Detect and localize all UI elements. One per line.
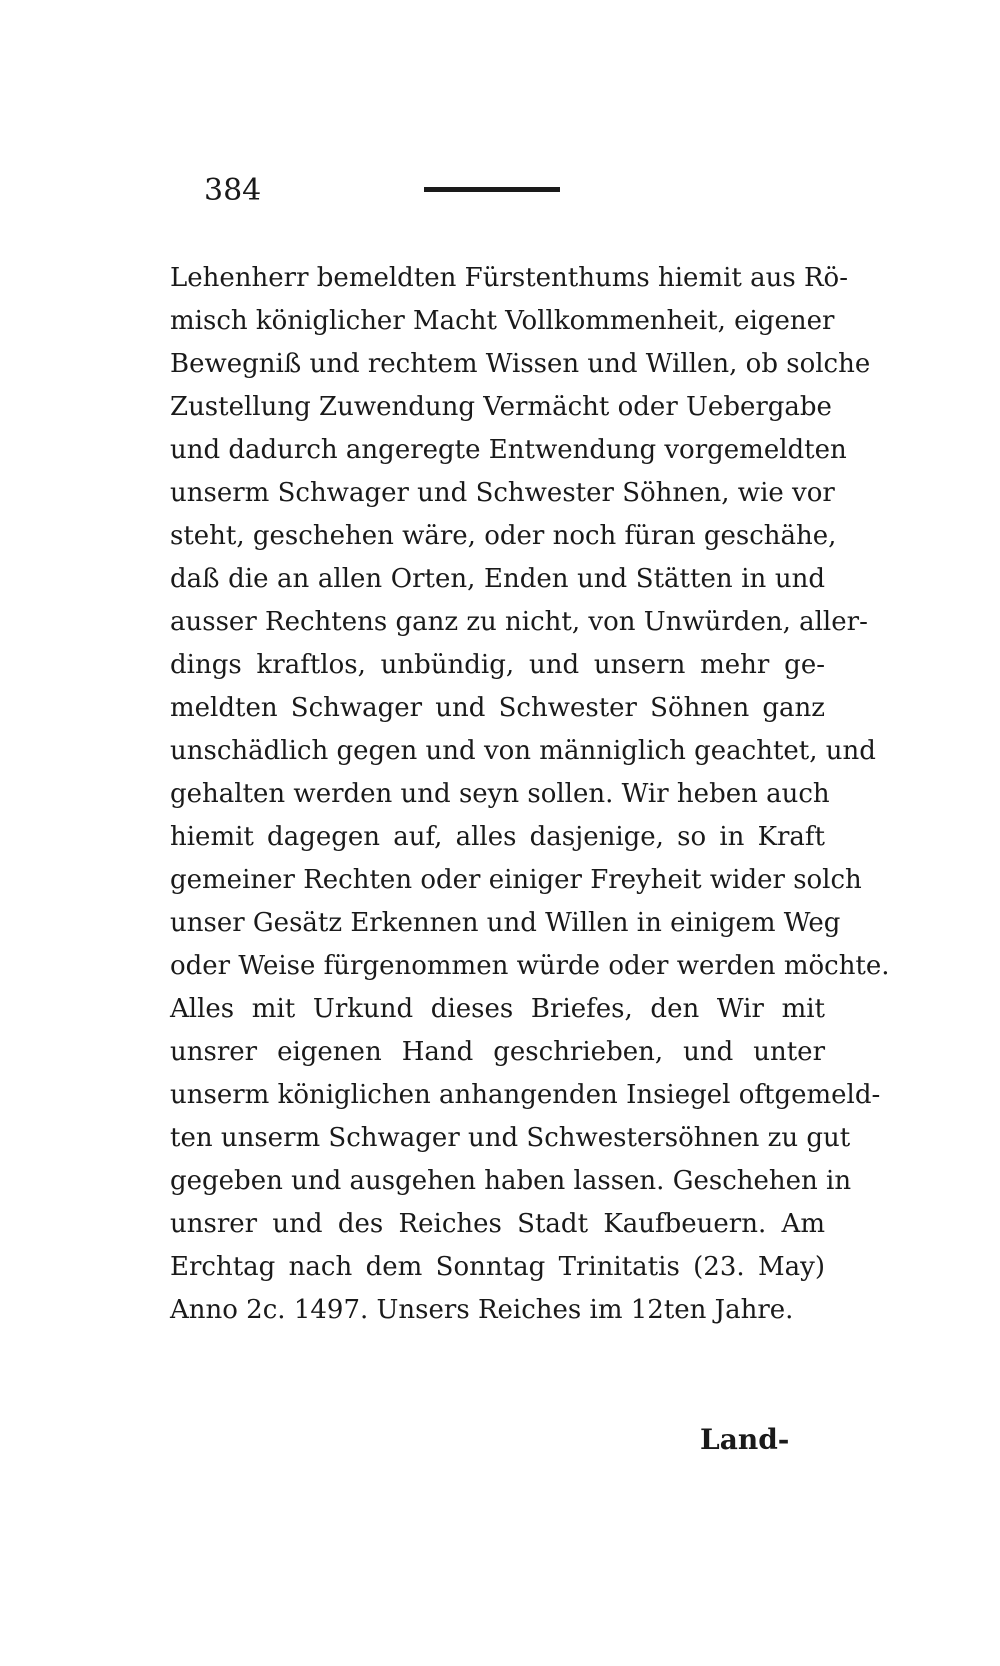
text-line: unsrer und des Reiches Stadt Kaufbeuern. Am	[170, 1209, 825, 1239]
text-line: hiemit dagegen auf, alles dasjenige, so in Kraft	[170, 822, 825, 852]
text-line: unsrer eigenen Hand geschrieben, und unter	[170, 1037, 825, 1067]
text-line: dings kraftlos, unbündig, und unsern mehr ge-	[170, 650, 825, 680]
text-line: unserm Schwager und Schwester Söhnen, wie vor	[170, 478, 835, 508]
catchword: Land-	[700, 1423, 790, 1456]
text-line: Alles mit Urkund dieses Briefes, den Wir mit	[170, 994, 825, 1024]
text-line: Zustellung Zuwendung Vermächt oder Uebergabe	[170, 392, 832, 422]
text-line: gehalten werden und seyn sollen. Wir heben auch	[170, 779, 830, 809]
text-line: gemeiner Rechten oder einiger Freyheit wider solch	[170, 865, 862, 895]
text-line: oder Weise fürgenommen würde oder werden möchte.	[170, 951, 890, 981]
text-line: ausser Rechtens ganz zu nicht, von Unwürden, aller-	[170, 607, 868, 637]
text-line: Erchtag nach dem Sonntag Trinitatis (23. May)	[170, 1252, 825, 1282]
page-number: 384	[204, 173, 262, 208]
body-text	[170, 257, 890, 1332]
text-line: unschädlich gegen und von männiglich geachtet, und	[170, 736, 876, 766]
text-line: und dadurch angeregte Entwendung vorgemeldten	[170, 435, 847, 465]
text-line: meldten Schwager und Schwester Söhnen ganz	[170, 693, 825, 723]
text-line: ten unserm Schwager und Schwestersöhnen zu gut	[170, 1123, 851, 1153]
text-line: misch königlicher Macht Vollkommenheit, eigener	[170, 306, 835, 336]
text-line: steht, geschehen wäre, oder noch füran geschähe,	[170, 521, 837, 551]
text-line: Lehenherr bemeldten Fürstenthums hiemit aus Rö-	[170, 263, 848, 293]
text-line: Bewegniß und rechtem Wissen und Willen, ob solche	[170, 349, 871, 379]
text-line: gegeben und ausgehen haben lassen. Geschehen in	[170, 1166, 852, 1196]
text-line: Anno 2c. 1497. Unsers Reiches im 12ten Jahre.	[170, 1295, 794, 1325]
text-line: unser Gesätz Erkennen und Willen in einigem Weg	[170, 908, 841, 938]
text-line: daß die an allen Orten, Enden und Stätten in und	[170, 564, 825, 594]
header-rule	[424, 187, 560, 192]
text-line: unserm königlichen anhangenden Insiegel oftgemeld-	[170, 1080, 881, 1110]
